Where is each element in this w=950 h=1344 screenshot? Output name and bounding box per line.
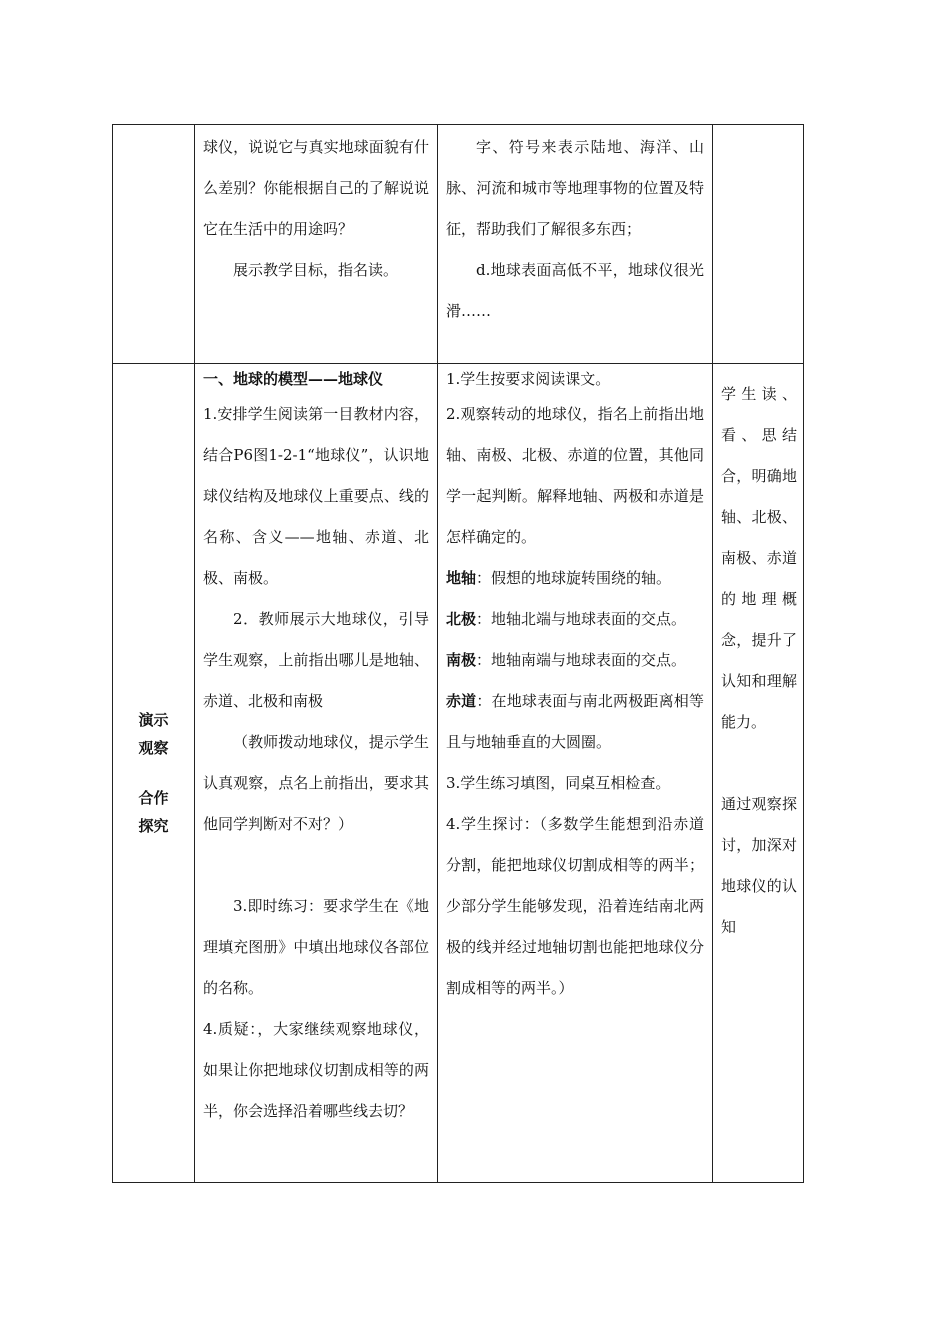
teacher-text: 2．教师展示大地球仪，引导学生观察，上前指出哪儿是地轴、赤道、北极和南极 [203,610,429,710]
student-text: 2.观察转动的地球仪，指名上前指出地轴、南极、北极、赤道的位置，其他同学一起判断。解释地轴、两极和赤道是怎样确定的。 [446,405,704,546]
lesson-plan-table [112,124,804,1183]
table-row [113,364,804,1183]
design-intent-cell [713,125,804,364]
student-text: 1.学生按要求阅读课文。 [446,370,611,388]
stage-label: 合作 [138,789,169,807]
stage-cell [113,125,195,364]
teacher-text: （教师拨动地球仪，提示学生认真观察，点名上前指出，要求其他同学判断对不对？） [203,733,429,833]
term-label: 北极 [446,610,477,628]
stage-label: 演示 [138,711,169,729]
section-heading: 一、地球的模型——地球仪 [203,370,384,388]
design-intent-cell [713,364,804,1183]
teacher-text: 球仪，说说它与真实地球面貌有什么差别？你能根据自己的了解说说它在生活中的用途吗？ [203,138,429,238]
term-definition: 南极：地轴南端与地球表面的交点。 [446,651,687,669]
teacher-text: 展示教学目标，指名读。 [233,261,399,279]
student-text: 3.学生练习填图，同桌互相检查。 [446,774,671,792]
design-note: 学生读、看、思结合，明确地轴、北极、南极、赤道的地理概念，提升了认知和理解能力。 [721,385,797,731]
term-definition: 北极：地轴北端与地球表面的交点。 [446,610,687,628]
student-text: 4.学生探讨：（多数学生能想到沿赤道分割，能把地球仪切割成相等的两半；少部分学生能够发现，沿着连结南北两极的线并经过地轴切割也能把地球仪分割成相等的两半。） [446,815,704,997]
design-note: 通过观察探讨，加深对地球仪的认知 [721,795,797,936]
student-text: 字、符号来表示陆地、海洋、山脉、河流和城市等地理事物的位置及特征，帮助我们了解很多东西； [446,138,704,238]
term-label: 南极 [446,651,477,669]
table-row [113,125,804,364]
teacher-text: 4.质疑：，大家继续观察地球仪，如果让你把地球仪切割成相等的两半，你会选择沿着哪些线去切？ [203,1020,429,1120]
teacher-activity-cell [195,364,438,1183]
stage-label: 探究 [138,817,169,835]
student-activity-cell [438,364,713,1183]
teacher-activity-cell [195,125,438,364]
teacher-text: 1.安排学生阅读第一目教材内容，结合P6图1-2-1“地球仪”，认识地球仪结构及地球仪上重要点、线的名称、含义——地轴、赤道、北极、南极。 [203,405,429,587]
stage-label: 观察 [138,739,169,757]
term-definition: 赤道：在地球表面与南北两极距离相等且与地轴垂直的大圆圈。 [446,692,704,751]
term-definition: 地轴：假想的地球旋转围绕的轴。 [446,569,672,587]
stage-cell [113,364,195,1183]
student-activity-cell [438,125,713,364]
term-label: 赤道 [446,692,477,710]
student-text: d.地球表面高低不平，地球仪很光滑…… [446,261,704,320]
term-label: 地轴 [446,569,477,587]
teacher-text: 3.即时练习：要求学生在《地理填充图册》中填出地球仪各部位的名称。 [203,897,429,997]
